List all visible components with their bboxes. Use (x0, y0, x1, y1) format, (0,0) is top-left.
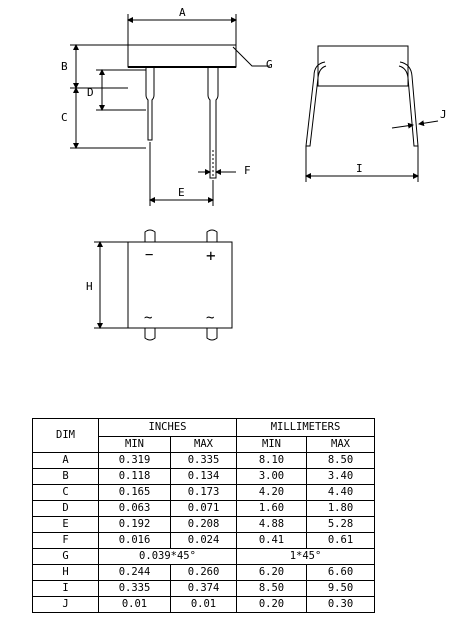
dim-label-j: J (440, 108, 447, 121)
inches-max-cell: 0.374 (171, 581, 237, 597)
inches-min-cell: 0.063 (99, 501, 171, 517)
millimeters-header: MILLIMETERS (237, 419, 375, 437)
dim-label-b: B (61, 60, 68, 73)
side-body (318, 46, 408, 86)
dim-cell: C (33, 485, 99, 501)
table-row (33, 581, 375, 597)
front-body (128, 45, 236, 67)
dim-cell: B (33, 469, 99, 485)
mm-min-cell: 4.88 (237, 517, 307, 533)
table-row (33, 565, 375, 581)
mm-min-cell: 0.41 (237, 533, 307, 549)
dim-label-f: F (244, 164, 251, 177)
mm-max-cell: 0.61 (307, 533, 375, 549)
mm-max-cell: 4.40 (307, 485, 375, 501)
mm-max-cell: 0.30 (307, 597, 375, 613)
inches-max-cell: 0.208 (171, 517, 237, 533)
dim-label-h: H (86, 280, 93, 293)
inches-min-cell: 0.192 (99, 517, 171, 533)
mm-span-cell: 1*45° (237, 549, 375, 565)
inches-min-header: MIN (99, 437, 171, 453)
inches-min-cell: 0.118 (99, 469, 171, 485)
front-view (70, 14, 270, 206)
mm-min-cell: 6.20 (237, 565, 307, 581)
side-lead-left (306, 62, 326, 146)
dim-header: DIM (33, 419, 99, 453)
inches-min-cell: 0.01 (99, 597, 171, 613)
dim-cell: A (33, 453, 99, 469)
table-row (33, 453, 375, 469)
mm-min-header: MIN (237, 437, 307, 453)
mm-max-cell: 3.40 (307, 469, 375, 485)
mm-min-cell: 1.60 (237, 501, 307, 517)
mm-min-cell: 8.10 (237, 453, 307, 469)
dimension-table (32, 418, 375, 613)
inches-max-header: MAX (171, 437, 237, 453)
front-lead-right (208, 67, 218, 178)
dim-label-c: C (61, 111, 68, 124)
table-row (33, 501, 375, 517)
top-pin-bl (145, 328, 155, 340)
inches-span-cell: 0.039*45° (99, 549, 237, 565)
inches-header: INCHES (99, 419, 237, 437)
polarity-minus-icon: − (145, 247, 154, 263)
top-pin-tr (207, 230, 217, 242)
dim-label-e: E (178, 186, 185, 199)
ac-symbol-right-icon: ~ (206, 310, 215, 326)
inches-max-cell: 0.134 (171, 469, 237, 485)
inches-min-cell: 0.244 (99, 565, 171, 581)
inches-min-cell: 0.335 (99, 581, 171, 597)
inches-max-cell: 0.024 (171, 533, 237, 549)
dim-cell: G (33, 549, 99, 565)
dim-label-d: D (87, 86, 94, 99)
mm-min-cell: 3.00 (237, 469, 307, 485)
dim-cell: H (33, 565, 99, 581)
mm-max-cell: 8.50 (307, 453, 375, 469)
inches-max-cell: 0.01 (171, 597, 237, 613)
mm-min-cell: 4.20 (237, 485, 307, 501)
inches-max-cell: 0.071 (171, 501, 237, 517)
side-view (306, 46, 438, 182)
table-row (33, 469, 375, 485)
dim-cell: E (33, 517, 99, 533)
dim-cell: J (33, 597, 99, 613)
top-pin-tl (145, 230, 155, 242)
table-row (33, 485, 375, 501)
mm-max-cell: 5.28 (307, 517, 375, 533)
table-row (33, 533, 375, 549)
mm-min-cell: 8.50 (237, 581, 307, 597)
dim-label-g: G (266, 58, 273, 71)
dim-label-i: I (356, 162, 363, 175)
inches-min-cell: 0.319 (99, 453, 171, 469)
table-row (33, 549, 375, 565)
inches-max-cell: 0.260 (171, 565, 237, 581)
mm-max-cell: 9.50 (307, 581, 375, 597)
mm-max-cell: 6.60 (307, 565, 375, 581)
dim-cell: I (33, 581, 99, 597)
inches-max-cell: 0.335 (171, 453, 237, 469)
polarity-plus-icon: + (206, 246, 216, 265)
mm-max-cell: 1.80 (307, 501, 375, 517)
table-row (33, 517, 375, 533)
inches-max-cell: 0.173 (171, 485, 237, 501)
dim-label-a: A (179, 6, 186, 19)
inches-min-cell: 0.165 (99, 485, 171, 501)
mm-min-cell: 0.20 (237, 597, 307, 613)
table-row (33, 597, 375, 613)
mm-max-header: MAX (307, 437, 375, 453)
top-pin-br (207, 328, 217, 340)
ac-symbol-left-icon: ~ (144, 310, 153, 326)
front-lead-left (146, 67, 154, 140)
inches-min-cell: 0.016 (99, 533, 171, 549)
dim-cell: D (33, 501, 99, 517)
dim-cell: F (33, 533, 99, 549)
